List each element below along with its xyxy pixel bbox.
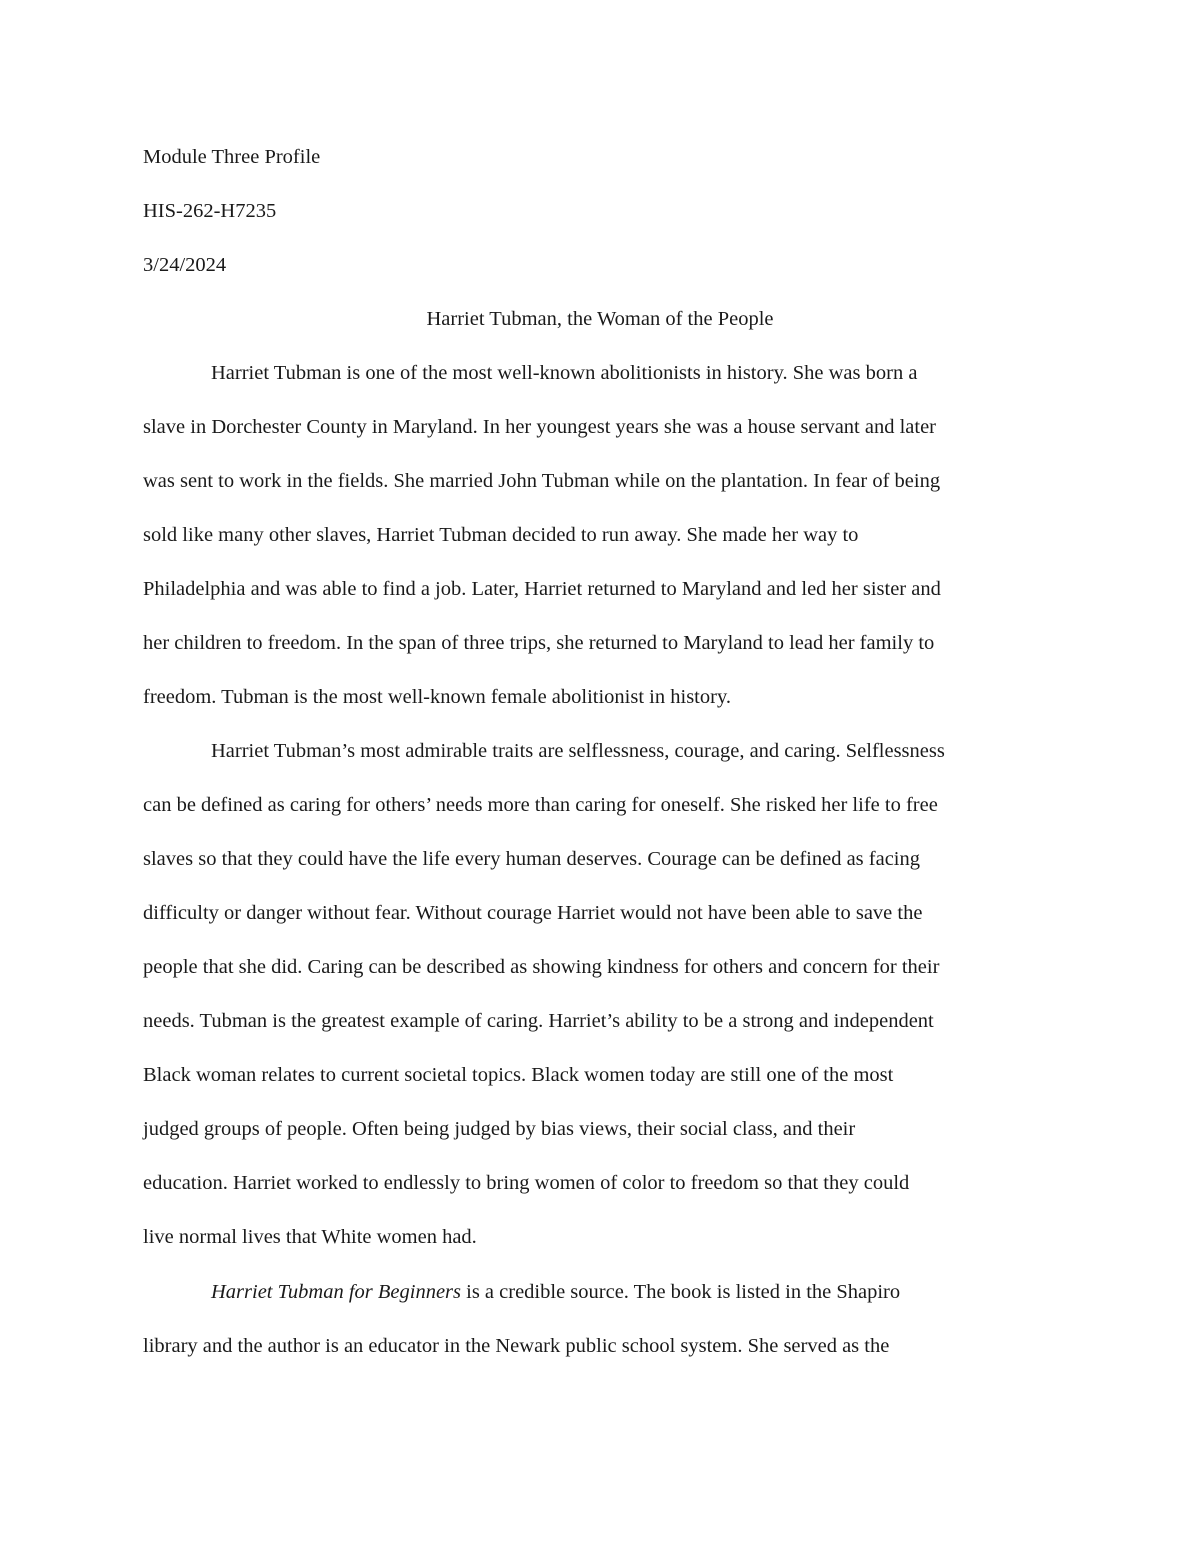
paragraph1-line: was sent to work in the fields. She married John Tubman while on the plantation. In fear of being [143,470,941,492]
paragraph1-line: freedom. Tubman is the most well-known female abolitionist in history. [143,686,731,708]
paragraph2-line: people that she did. Caring can be described as showing kindness for others and concern for their [143,956,940,978]
paragraph2-line: difficulty or danger without fear. Without courage Harriet would not have been able to save the [143,902,923,924]
paragraph3-line: library and the author is an educator in the Newark public school system. She served as the [143,1335,890,1357]
paragraph3-line1-text: is a credible source. The book is listed in the Shapiro [461,1281,901,1303]
paragraph2-line: needs. Tubman is the greatest example of caring. Harriet’s ability to be a strong and independent [143,1010,934,1032]
paragraph1-line: Harriet Tubman is one of the most well-known abolitionists in history. She was born a [211,362,918,384]
course-code: HIS-262-H7235 [143,200,277,222]
paragraph1-line: sold like many other slaves, Harriet Tubman decided to run away. She made her way to [143,524,859,546]
paragraph1-line: Philadelphia and was able to find a job. Later, Harriet returned to Maryland and led her sister and [143,578,941,600]
assignment-name: Module Three Profile [143,146,321,168]
book-title: Harriet Tubman for Beginners [211,1281,461,1303]
paragraph3-line [211,1282,900,1303]
paragraph2-line: education. Harriet worked to endlessly to bring women of color to freedom so that they could [143,1172,910,1194]
paragraph2-line: slaves so that they could have the life every human deserves. Courage can be defined as facing [143,848,920,870]
paragraph2-line: Harriet Tubman’s most admirable traits are selflessness, courage, and caring. Selflessness [211,740,945,762]
paragraph2-line: can be defined as caring for others’ needs more than caring for oneself. She risked her life to free [143,794,938,816]
document-date: 3/24/2024 [143,254,227,276]
paragraph2-line: judged groups of people. Often being judged by bias views, their social class, and their [143,1118,856,1140]
essay-title: Harriet Tubman, the Woman of the People [426,308,774,330]
paragraph2-line: live normal lives that White women had. [143,1226,477,1248]
paragraph1-line: slave in Dorchester County in Maryland. In her youngest years she was a house servant and later [143,416,937,438]
paragraph1-line: her children to freedom. In the span of three trips, she returned to Maryland to lead her family to [143,632,935,654]
paragraph2-line: Black woman relates to current societal topics. Black women today are still one of the most [143,1064,894,1086]
